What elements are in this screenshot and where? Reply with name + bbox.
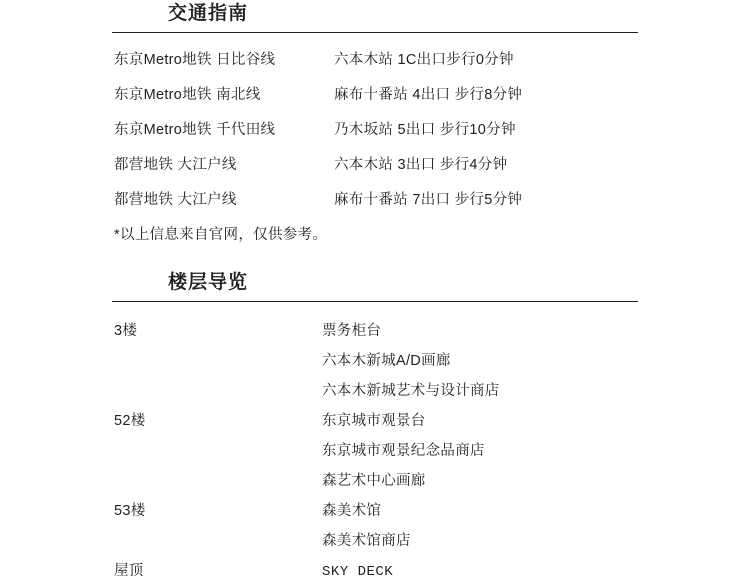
table-row (114, 534, 750, 549)
floor-list (0, 324, 750, 580)
floor-item: 东京城市观景纪念品商店 (322, 443, 485, 459)
floor-guide-heading (0, 269, 750, 297)
floor-guide-section (0, 269, 750, 580)
transit-line-name: 都营地铁 大江户线 (114, 157, 237, 173)
floor-guide-divider (112, 301, 638, 302)
floor-item: SKY DECK (322, 564, 394, 580)
transit-line-name: 东京Metro地铁 千代田线 (114, 122, 276, 138)
floor-item: 森美术馆商店 (322, 533, 411, 549)
table-row (114, 324, 750, 339)
transit-line-detail: 六本木站 1C出口步行0分钟 (334, 52, 514, 68)
table-row (114, 354, 750, 369)
table-row (114, 193, 750, 208)
floor-item: 东京城市观景台 (322, 413, 426, 429)
floor-label: 屋顶 (114, 563, 144, 579)
floor-item: 票务柜台 (322, 323, 382, 339)
table-row (114, 53, 750, 68)
floor-item: 森艺术中心画廊 (322, 473, 426, 489)
transit-note: *以上信息来自官网，仅供参考。 (114, 227, 328, 243)
transit-line-detail: 麻布十番站 7出口 步行5分钟 (334, 192, 523, 208)
transit-list (0, 53, 750, 243)
floor-label: 53楼 (114, 503, 146, 519)
transit-line-name: 东京Metro地铁 日比谷线 (114, 52, 276, 68)
table-row (114, 88, 750, 103)
table-row (114, 158, 750, 173)
table-row (114, 384, 750, 399)
transit-guide-title: 交通指南 (168, 3, 249, 24)
transit-line-detail: 六本木站 3出口 步行4分钟 (334, 157, 508, 173)
floor-item: 六本木新城A/D画廊 (322, 353, 451, 369)
section-spacer (0, 243, 750, 269)
transit-line-detail: 乃木坂站 5出口 步行10分钟 (334, 122, 516, 138)
transit-line-detail: 麻布十番站 4出口 步行8分钟 (334, 87, 523, 103)
table-row (114, 564, 750, 580)
floor-item: 六本木新城艺术与设计商店 (322, 383, 500, 399)
floor-label: 52楼 (114, 413, 146, 429)
transit-guide-section (0, 0, 750, 243)
transit-line-name: 都营地铁 大江户线 (114, 192, 237, 208)
floor-label: 3楼 (114, 323, 138, 339)
table-row (114, 474, 750, 489)
table-row (114, 414, 750, 429)
transit-guide-divider (112, 32, 638, 33)
table-row (114, 444, 750, 459)
transit-line-name: 东京Metro地铁 南北线 (114, 87, 261, 103)
table-row (114, 504, 750, 519)
table-row (114, 123, 750, 138)
floor-item: 森美术馆 (322, 503, 382, 519)
floor-guide-title: 楼层导览 (168, 272, 249, 293)
transit-guide-heading (0, 0, 750, 28)
